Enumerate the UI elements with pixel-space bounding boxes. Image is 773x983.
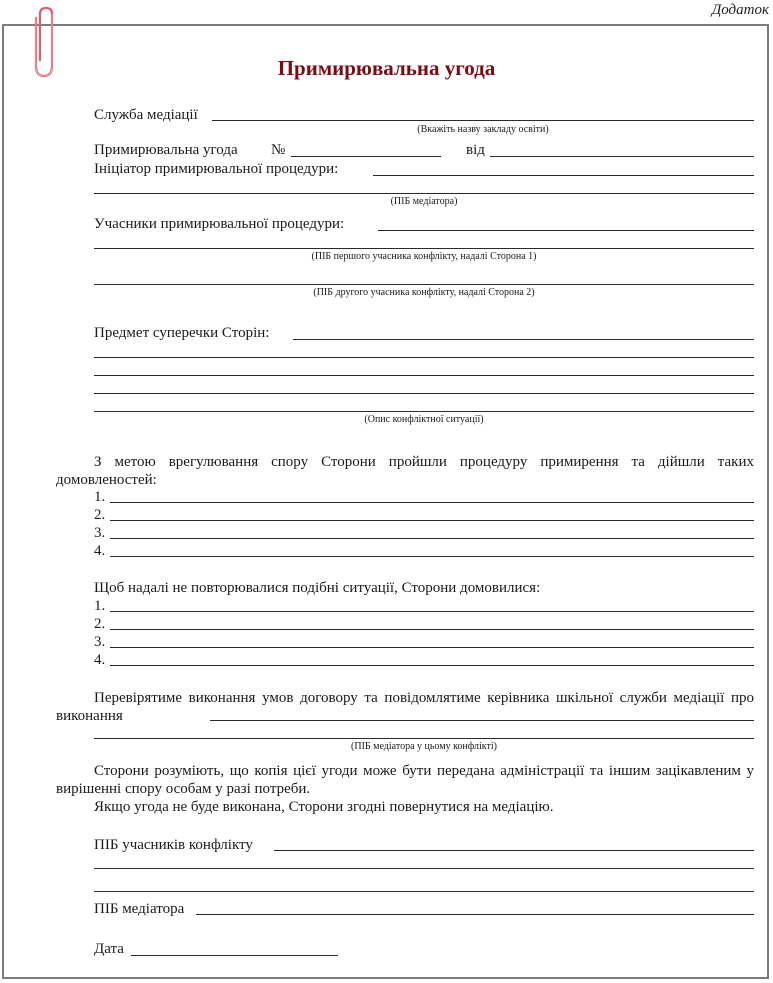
prevention-item-number: 2. [94,616,106,632]
participants-signature-line3[interactable] [94,891,754,892]
agreement-item-field[interactable] [110,502,754,503]
mediation-service-label: Служба медіації [94,107,198,123]
date-field[interactable] [131,955,338,956]
prevention-item-number: 4. [94,652,106,668]
appendix-label: Додаток [711,2,769,18]
monitoring-field-line2[interactable] [94,738,754,739]
participants-signature-field[interactable] [274,850,754,851]
agreement-item-field[interactable] [110,556,754,557]
party2-caption: (ПІБ другого учасника конфлікту, надалі Сторона 2) [313,287,535,298]
initiator-caption: (ПІБ медіатора) [390,196,458,207]
prevention-item-number: 1. [94,598,106,614]
participants-label: Учасники примирювальної процедури: [94,216,345,232]
dispute-field-line2[interactable] [94,357,754,358]
mediator-signature-field[interactable] [196,914,754,915]
agreements-intro: З метою врегулювання спору Сторони пройшли процедуру примирення та дійшли таких домовленостей: [56,454,754,488]
prevention-intro: Щоб надалі не повторювалися подібні ситуації, Сторони домовилися: [94,580,541,596]
dispute-field-line5[interactable] [94,411,754,412]
agreement-item-number: 4. [94,543,106,559]
monitoring-text: Перевірятиме виконання умов договору та повідомлятиме керівника шкільної служби медіації про виконання [56,690,754,724]
page-title: Примирювальна угода [277,56,496,80]
agreement-date-field[interactable] [490,156,754,157]
prevention-item-field[interactable] [110,611,754,612]
dispute-subject-label: Предмет суперечки Сторін: [94,325,270,341]
party1-caption: (ПІБ першого учасника конфлікту, надалі Сторона 1) [311,251,537,262]
dispute-caption: (Опис конфліктної ситуації) [364,414,484,425]
mediator-signature-label: ПІБ медіатора [94,901,185,917]
agreement-number-field[interactable] [291,156,441,157]
participants-signature-line2[interactable] [94,868,754,869]
monitoring-caption: (ПІБ медіатора у цьому конфлікті) [351,741,497,752]
dispute-field-line3[interactable] [94,375,754,376]
closing-paragraph-2: Якщо угода не буде виконана, Сторони згодні повернутися на медіацію. [94,799,554,815]
agreement-number-label: Примирювальна угода [94,142,238,158]
prevention-item-field[interactable] [110,665,754,666]
dispute-field-line4[interactable] [94,393,754,394]
party2-field[interactable] [94,284,754,285]
closing-paragraph-1: Сторони розуміють, що копія цієї угоди може бути передана адміністрації та іншим зацікавленим у вирішенні спору особам у разі потреби. [56,763,754,797]
mediation-service-caption: (Вкажіть назву закладу освіти) [417,124,549,135]
agreement-item-number: 2. [94,507,106,523]
number-sign: № [271,142,286,158]
party1-field[interactable] [94,248,754,249]
date-label: Дата [94,941,124,957]
prevention-item-number: 3. [94,634,106,650]
agreement-item-number: 1. [94,489,106,505]
prevention-item-field[interactable] [110,629,754,630]
agreement-item-field[interactable] [110,538,754,539]
participants-field[interactable] [378,230,754,231]
agreement-item-number: 3. [94,525,106,541]
initiator-label: Ініціатор примирювальної процедури: [94,161,339,177]
monitoring-field[interactable] [210,720,754,721]
prevention-item-field[interactable] [110,647,754,648]
initiator-field-line2[interactable] [94,193,754,194]
agreement-date-label: від [466,142,485,158]
agreement-item-field[interactable] [110,520,754,521]
participants-signature-label: ПІБ учасників конфлікту [94,837,253,853]
dispute-field-line1[interactable] [293,339,754,340]
initiator-field[interactable] [373,175,754,176]
mediation-service-field[interactable] [212,120,754,121]
